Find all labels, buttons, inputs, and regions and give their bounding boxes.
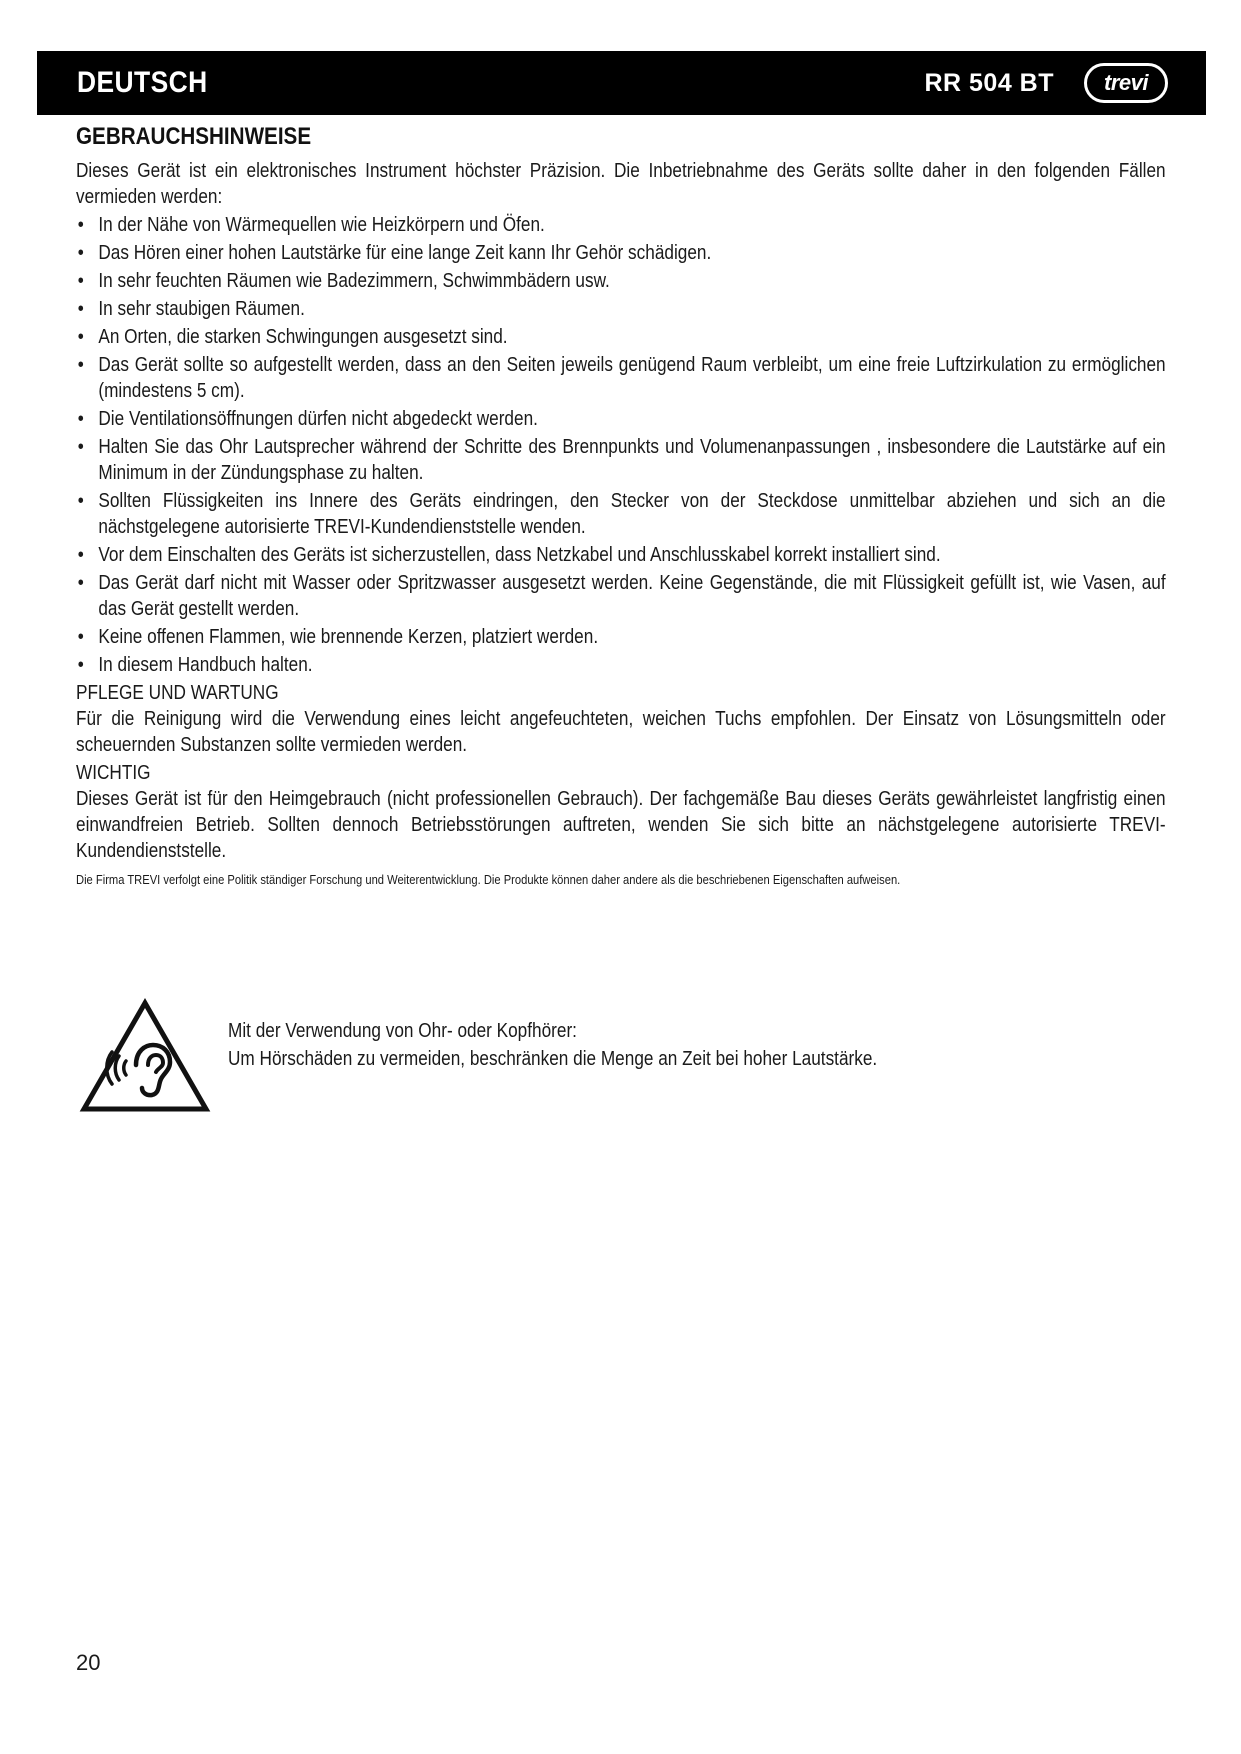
list-item: • Die Ventilationsöffnungen dürfen nicht abgedeckt werden.: [76, 406, 1166, 432]
content: [76, 122, 1166, 890]
hearing-warning-line-1: Mit der Verwendung von Ohr- oder Kopfhörer:: [228, 1020, 577, 1042]
important-text: Dieses Gerät ist für den Heimgebrauch (nicht professionellen Gebrauch). Der fachgemäße Bau dieses Geräts gewährleistet langfristig einen einwandfreien Betrieb. Sollten dennoch Betriebsstörungen auftreten, wenden Sie sich bitte an nächstgelegene autorisierte TREVI-Kundendienststelle.: [76, 788, 1166, 862]
important-title: WICHTIG: [76, 762, 151, 784]
list-item: • An Orten, die starken Schwingungen ausgesetzt sind.: [76, 324, 1166, 350]
model-name: RR 504 BT: [924, 68, 1054, 97]
disclaimer: Die Firma TREVI verfolgt eine Politik ständiger Forschung und Weiterentwicklung. Die Produkte können daher andere als die beschriebenen Eigenschaften aufweisen.: [76, 872, 901, 887]
list-item: • Keine offenen Flammen, wie brennende Kerzen, platziert werden.: [76, 624, 1166, 650]
care-title: PFLEGE UND WARTUNG: [76, 682, 279, 704]
list-item: • Halten Sie das Ohr Lautsprecher während der Schritte des Brennpunkts und Volumenanpassungen , insbesondere die Lautstärke auf ein Minimum in der Zündungsphase zu halten.: [76, 434, 1166, 486]
list-item: • In der Nähe von Wärmequellen wie Heizkörpern und Öfen.: [76, 212, 1166, 238]
usage-bullet-list: [76, 212, 1166, 678]
list-item: • Das Gerät darf nicht mit Wasser oder Spritzwasser ausgesetzt werden. Keine Gegenstände, die mit Flüssigkeit gefüllt ist, wie Vasen, auf das Gerät gestellt werden.: [76, 570, 1166, 622]
hearing-warning-line-2: Um Hörschäden zu vermeiden, beschränken die Menge an Zeit bei hoher Lautstärke.: [228, 1048, 878, 1070]
trevi-logo: trevi: [1084, 63, 1168, 103]
hearing-warning: [78, 995, 1178, 1125]
header-right: [924, 63, 1168, 103]
list-item: • In sehr staubigen Räumen.: [76, 296, 1166, 322]
list-item: • Das Hören einer hohen Lautstärke für eine lange Zeit kann Ihr Gehör schädigen.: [76, 240, 1166, 266]
hearing-warning-icon: [78, 995, 212, 1115]
language-title: DEUTSCH: [77, 66, 208, 99]
list-item: • In sehr feuchten Räumen wie Badezimmern, Schwimmbädern usw.: [76, 268, 1166, 294]
list-item: • Vor dem Einschalten des Geräts ist sicherzustellen, dass Netzkabel und Anschlusskabel korrekt installiert sind.: [76, 542, 1166, 568]
header-bar: [37, 51, 1206, 115]
list-item: • Das Gerät sollte so aufgestellt werden, dass an den Seiten jeweils genügend Raum verbleibt, um eine freie Luftzirkulation zu ermöglichen (mindestens 5 cm).: [76, 352, 1166, 404]
usage-title: GEBRAUCHSHINWEISE: [76, 123, 312, 150]
list-item: • In diesem Handbuch halten.: [76, 652, 1166, 678]
care-text: Für die Reinigung wird die Verwendung eines leicht angefeuchteten, weichen Tuchs empfohlen. Der Einsatz von Lösungsmitteln oder scheuernden Substanzen sollte vermieden werden.: [76, 708, 1166, 756]
list-item: • Sollten Flüssigkeiten ins Innere des Geräts eindringen, den Stecker von der Steckdose unmittelbar abziehen und sich an die nächstgelegene autorisierte TREVI-Kundendienststelle wenden.: [76, 488, 1166, 540]
usage-intro: Dieses Gerät ist ein elektronisches Instrument höchster Präzision. Die Inbetriebnahme des Geräts sollte daher in den folgenden Fällen vermieden werden:: [76, 160, 1166, 208]
hearing-warning-text: [228, 1017, 877, 1073]
page-number: 20: [76, 1650, 101, 1675]
